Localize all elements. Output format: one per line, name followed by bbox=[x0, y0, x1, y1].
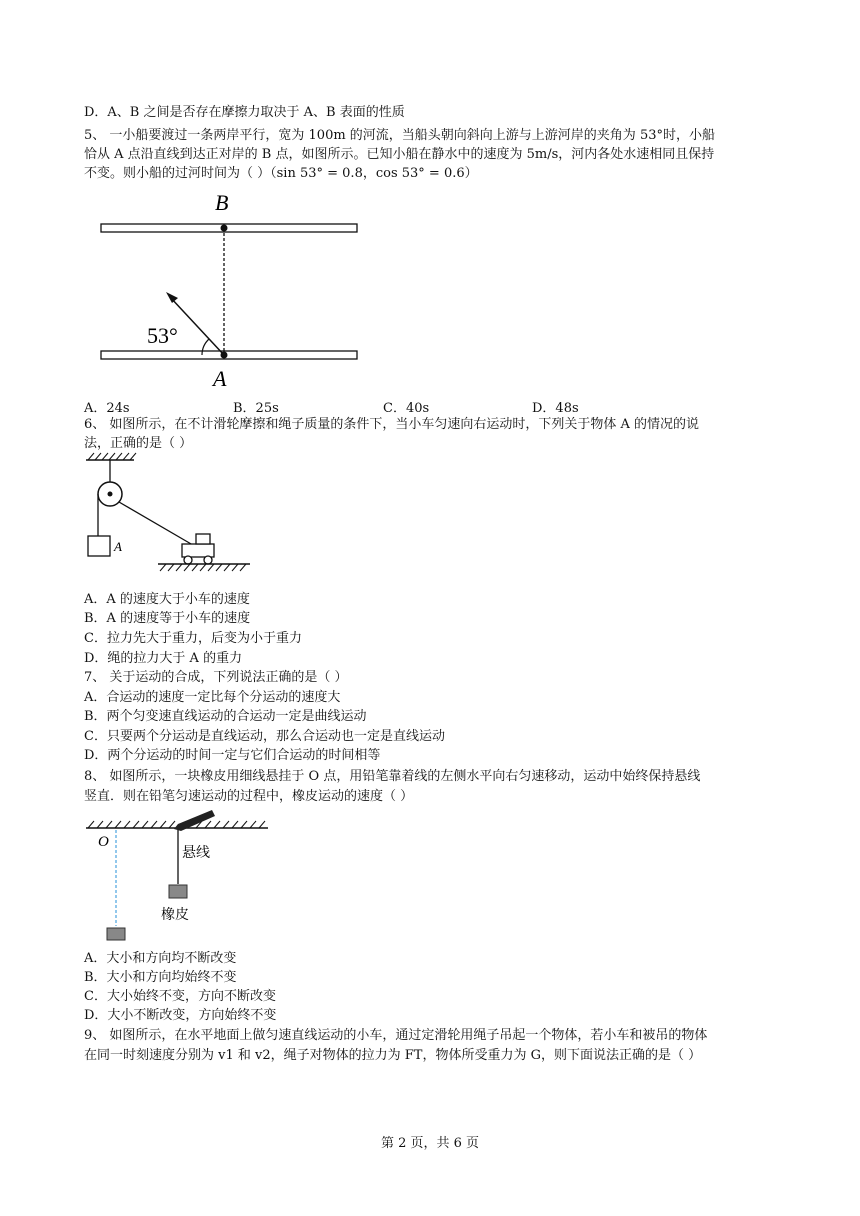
q9-text-line: 9、 如图所示，在水平地面上做匀速直线运动的小车，通过定滑轮用绳子吊起一个物体，若小车和被吊的物体 bbox=[84, 1028, 708, 1043]
eraser bbox=[169, 885, 187, 898]
q9-text-line: 在同一时刻速度分别为 v1 和 v2，绳子对物体的拉力为 FT，物体所受重力为 G，则下面说法正确的是（ ） bbox=[84, 1048, 702, 1063]
q6-text-line: 6、 如图所示，在不计滑轮摩擦和绳子质量的条件下，当小车匀速向右运动时，下列关于物体 A 的情况的说 bbox=[84, 417, 700, 432]
near-bank bbox=[101, 351, 357, 359]
thread-label: 悬线 bbox=[182, 845, 210, 861]
block-a bbox=[88, 536, 110, 556]
q8-text-line: 8、 如图所示，一块橡皮用细线悬挂于 O 点，用铅笔靠着线的左侧水平向右匀速移动，运动中始终保持悬线 bbox=[84, 769, 701, 784]
q6-option-d: D．绳的拉力大于 A 的重力 bbox=[84, 651, 243, 666]
q8-option-c: C．大小始终不变，方向不断改变 bbox=[84, 989, 276, 1004]
q7-text-line: 7、 关于运动的合成，下列说法正确的是（ ） bbox=[84, 670, 348, 685]
q8-text-line: 竖直．则在铅笔匀速运动的过程中，橡皮运动的速度（ ） bbox=[84, 789, 414, 804]
point-o-label: O bbox=[98, 834, 109, 850]
q6-option-c: C．拉力先大于重力，后变为小于重力 bbox=[84, 631, 302, 646]
q5-option-c: C．40s bbox=[383, 401, 430, 416]
q5-option-d: D．48s bbox=[532, 401, 579, 416]
q6-option-a: A．A 的速度大于小车的速度 bbox=[84, 592, 250, 607]
q7-option-a: A．合运动的速度一定比每个分运动的速度大 bbox=[84, 690, 341, 705]
cart bbox=[182, 534, 214, 564]
q7-option-c: C．只要两个分运动是直线运动，那么合运动也一定是直线运动 bbox=[84, 729, 445, 744]
q7-option-d: D．两个分运动的时间一定与它们合运动的时间相等 bbox=[84, 748, 381, 763]
q6-option-b: B．A 的速度等于小车的速度 bbox=[84, 611, 251, 626]
q5-river-diagram bbox=[95, 190, 365, 390]
q5-text-line: 不变。则小船的过河时间为（ ）（sin 53° = 0.8，cos 53° = 0.6） bbox=[84, 166, 478, 181]
q8-pencil-diagram bbox=[84, 808, 274, 948]
q5-text-line: 恰从 A 点沿直线到达正对岸的 B 点，如图所示。已知小船在静水中的速度为 5m/s，河内各处水速相同且保持 bbox=[84, 147, 715, 162]
point-b-dot bbox=[221, 225, 228, 232]
label-b: B bbox=[215, 190, 229, 215]
boat-heading-arrow bbox=[170, 297, 224, 355]
eraser-label: 橡皮 bbox=[161, 907, 189, 923]
q5-option-b: B．25s bbox=[233, 401, 279, 416]
q5-option-a: A．24s bbox=[84, 401, 130, 416]
rope-to-cart bbox=[119, 502, 198, 548]
angle-label: 53° bbox=[147, 323, 178, 348]
initial-eraser bbox=[107, 928, 125, 940]
q8-option-a: A．大小和方向均不断改变 bbox=[84, 951, 237, 966]
q8-option-b: B．大小和方向均始终不变 bbox=[84, 970, 237, 985]
page-footer: 第 2 页，共 6 页 bbox=[380, 1136, 480, 1151]
q8-option-d: D．大小不断改变，方向始终不变 bbox=[84, 1008, 277, 1023]
q6-text-line: 法，正确的是（ ） bbox=[84, 436, 193, 451]
q6-pulley-diagram bbox=[84, 452, 254, 577]
far-bank bbox=[101, 224, 357, 232]
block-a-label: A bbox=[114, 539, 122, 554]
q5-text-line: 5、 一小船要渡过一条两岸平行，宽为 100m 的河流，当船头朝向斜向上游与上游河岸的夹角为 53°时，小船 bbox=[84, 128, 715, 143]
q4-option-d: D．A、B 之间是否存在摩擦力取决于 A、B 表面的性质 bbox=[84, 105, 405, 120]
arrow-head-icon bbox=[166, 292, 178, 303]
q7-option-b: B．两个匀变速直线运动的合运动一定是曲线运动 bbox=[84, 709, 367, 724]
label-a: A bbox=[213, 366, 227, 391]
